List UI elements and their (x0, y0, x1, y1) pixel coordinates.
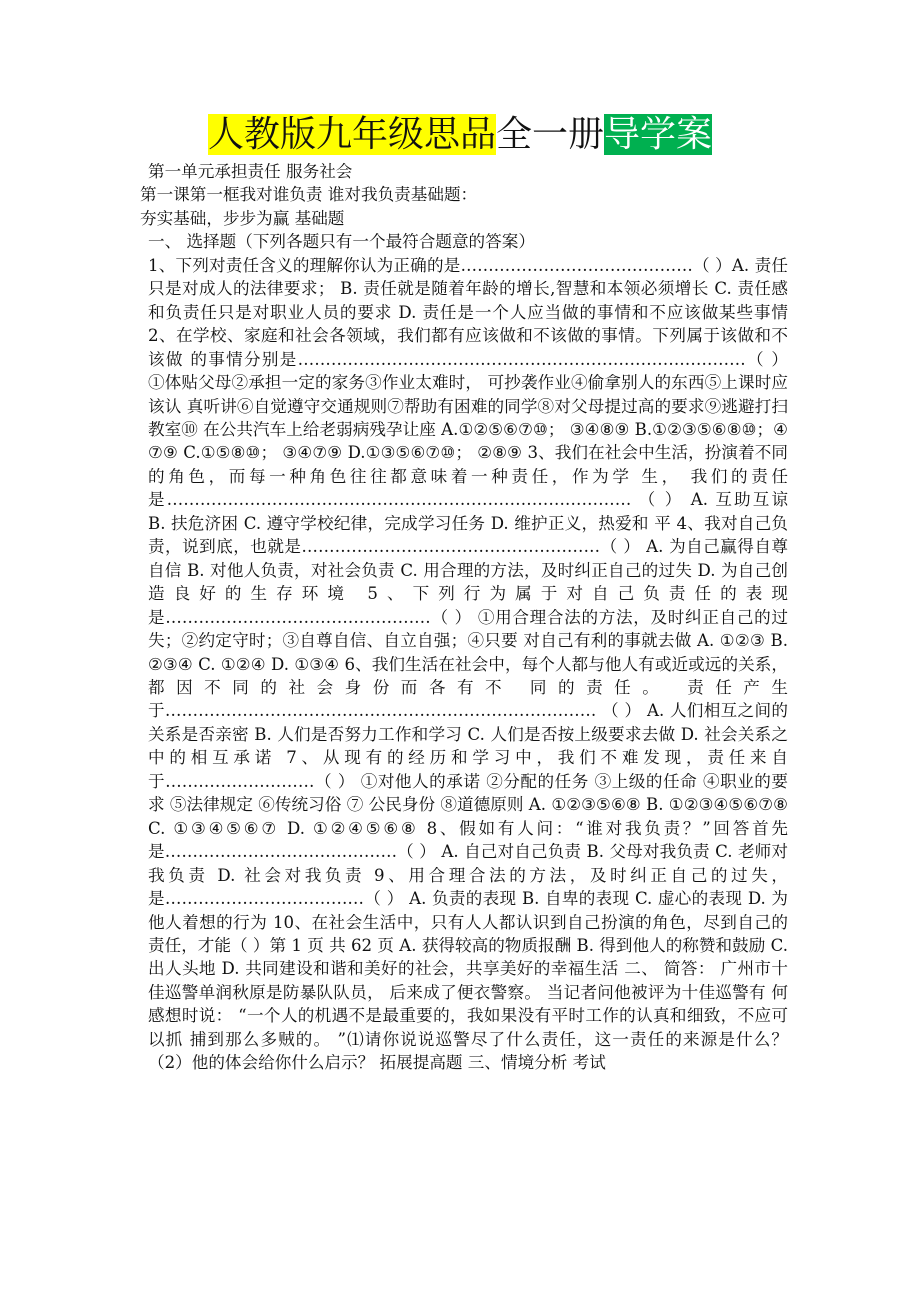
question-type-heading: 一、 选择题（下列各题只有一个最符合题意的答案） (148, 232, 535, 252)
document-title (0, 112, 920, 158)
title-plain: 全一册 (495, 114, 604, 155)
lesson-heading: 第一课第一框我对谁负责 谁对我负责基础题： (140, 185, 478, 205)
title-highlight-yellow: 人教版九年级思品 (207, 114, 496, 155)
title-highlight-green: 导学案 (604, 114, 713, 155)
document-body (140, 160, 788, 1075)
section-heading: 夯实基础，步步为赢 基础题 (140, 208, 345, 228)
unit-heading: 第一单元承担责任 服务社会 (148, 162, 353, 181)
question-body: 1、下列对责任含义的理解你认为正确的是……………………………………（ ）A. 责任只是对成人的法律要求； B. 责任就是随着年龄的增长,智慧和本领必须增长 C. 责任感和负责任只是对职业人员的要求 D. 责任是一个人应当做的事情和不应该做某些事情 2、在学校、家庭和社会各领域，我们都有应该做和不该做的事情。下列属于该做和不该做 的事情分别是………………………………………………………………………（ ） ①体贴父母②承担一定的家务③作业太难时， 可抄袭作业④偷拿别人的东西⑤上课时应该认 真听讲⑥自觉遵守交通规则⑦帮助有困难的同学⑧对父母提过高的要求⑨逃避打扫教室⑩ 在公共汽车上给老弱病残孕让座 A.①②⑤⑥⑦⑩； ③④⑧⑨ B.①②③⑤⑥⑧⑩；④⑦⑨ C.①⑤⑧⑩； ③④⑦⑨ D.①③⑤⑥⑦⑩； ②⑧⑨ 3、我们在社会中生活，扮演着不同的角色，而每一种角色往往都意味着一种责任，作为学 生， 我们的责任是………………………………………………………………………… （ ） A. 互助互谅 B. 扶危济困 C. 遵守学校纪律，完成学习任务 D. 维护正义，热爱和 平 4、我对自己负责，说到底，也就是………………………………………………（ ） A. 为自己赢得自尊自信 B. 对他人负责，对社会负责 C. 用合理的方法，及时纠正自己的过失 D. 为自己创造良好的生存环境 5、下列行为属于对自己负责任的表现是…………………………………………（ ） ①用合理合法的方法，及时纠正自己的过失；②约定守时；③自尊自信、自立自强；④只要 对自己有利的事就去做 A. ①②③ B. ②③④ C. ①②④ D. ①③④ 6、我们生活在社会中，每个人都与他人有或近或远的关系，都因不同的社会身份而各有不 同的责任。 责任产生于…………………………………………………………………… （ ） A. 人们相互之间的关系是否亲密 B. 人们是否努力工作和学习 C. 人们是否按上级要求去做 D. 社会关系之中的相互承诺 7、从现有的经历和学习中，我们不难发现，责任来自于………………………（ ） ①对他人的承诺 ②分配的任务 ③上级的任命 ④职业的要求 ⑤法律规定 ⑥传统习俗 ⑦ 公民身份 ⑧道德原则 A. ①②③⑤⑥⑧ B. ①②③④⑤⑥⑦⑧ C. ①③④⑤⑥⑦ D. ①②④⑤⑥⑧ 8、假如有人问：“谁对我负责？”回答首先是……………………………………（ ） A. 自己对自己负责 B. 父母对我负责 C. 老师对我负责 D. 社会对我负责 9、用合理合法的方法，及时纠正自己的过失，是………………………………（ ） A. 负责的表现 B. 自卑的表现 C. 虚心的表现 D. 为他人着想的行为 10、在社会生活中，只有人人都认识到自己扮演的角色，尽到自己的责任，才能（ ）第 1 页 共 62 页 A. 获得较高的物质报酬 B. 得到他人的称赞和鼓励 C. 出人头地 D. 共同建设和谐和美好的社会，共享美好的幸福生活 二、 简答： 广州市十佳巡警单润秋原是防暴队队员， 后来成了便衣警察。 当记者问他被评为十佳巡警有 何感想时说： “一个人的机遇不是最重要的，我如果没有平时工作的认真和细致，不应可以抓 捕到那么多贼的。 ”⑴请你说说巡警尽了什么责任，这一责任的来源是什么？ （2）他的体会给你什么启示？ 拓展提高题 三、情境分析 考试 (148, 255, 788, 1073)
